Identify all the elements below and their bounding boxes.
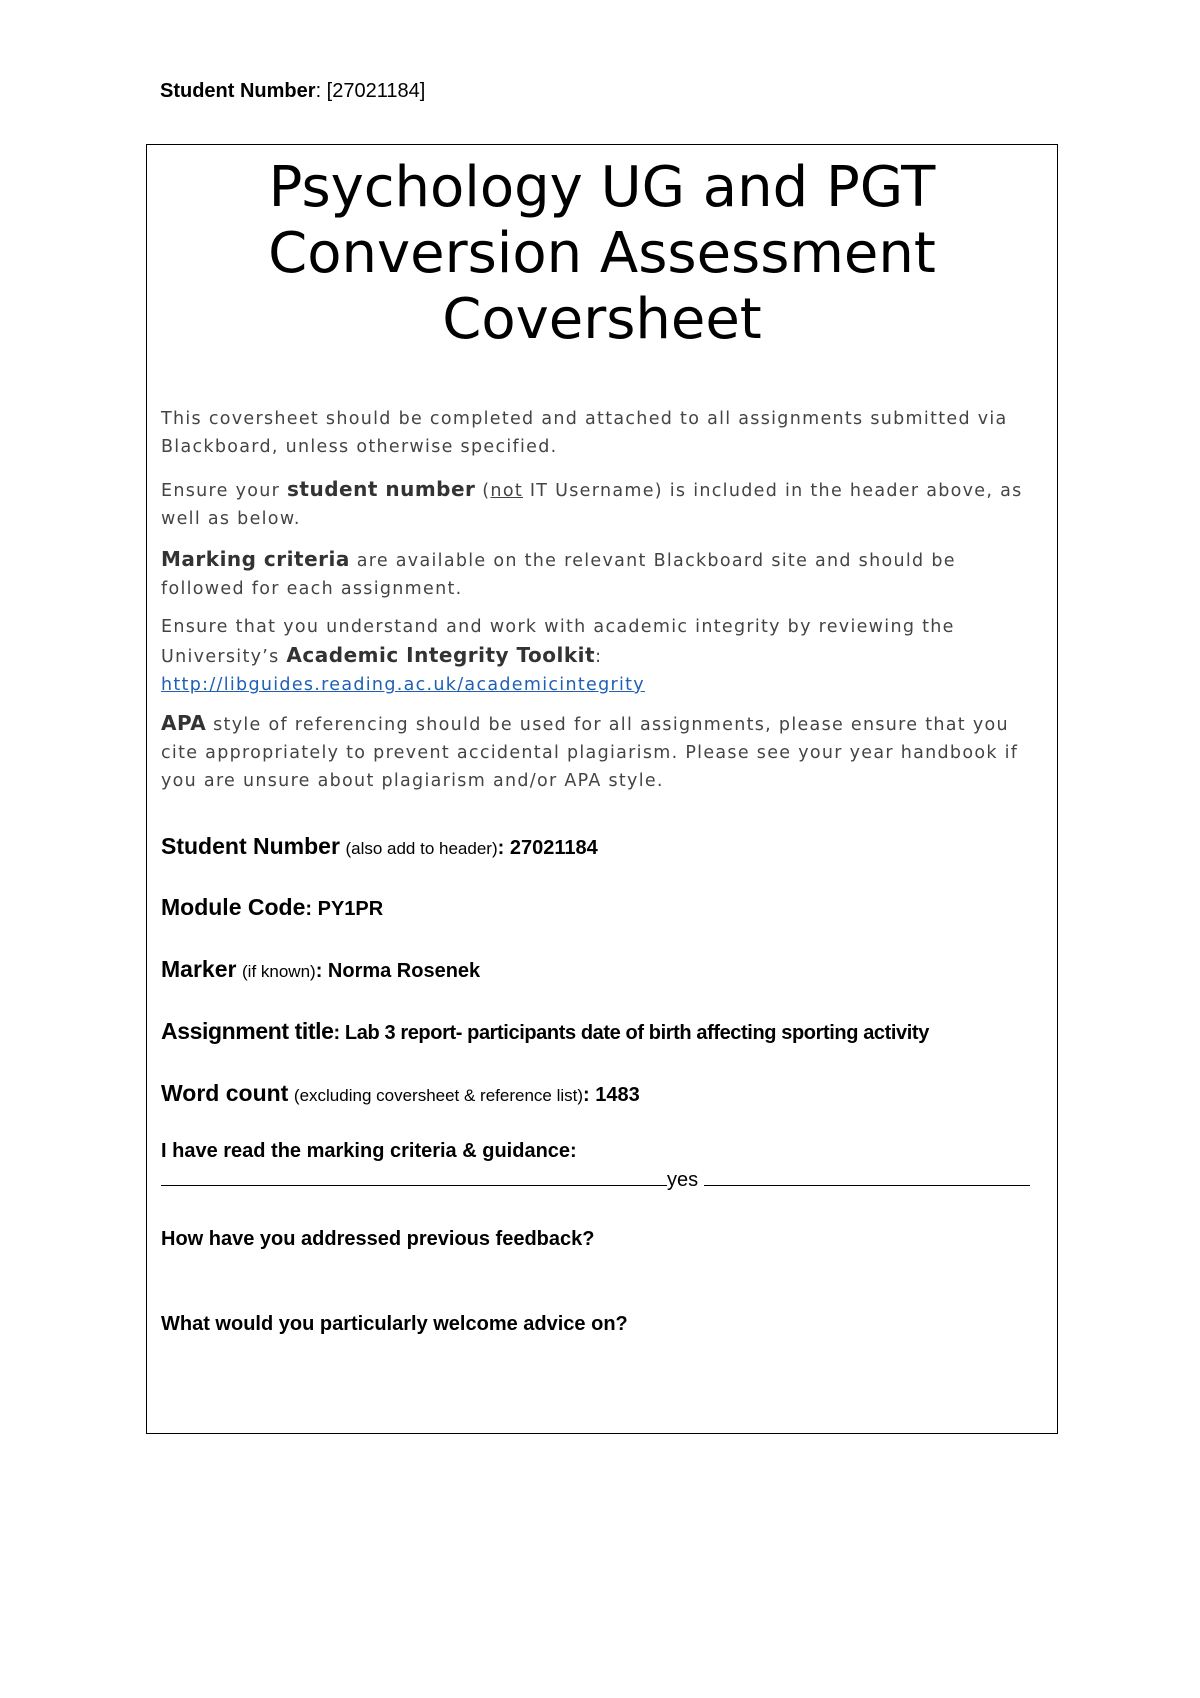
assignment-title-value: : Lab 3 report- participants date of birth affecting sporting activity bbox=[333, 1022, 929, 1044]
answer-line-left[interactable] bbox=[161, 1167, 667, 1186]
coversheet-box bbox=[146, 144, 1058, 1434]
emphasis-toolkit: Academic Integrity Toolkit bbox=[286, 643, 596, 667]
emphasis-apa: APA bbox=[161, 711, 207, 735]
emphasis-not: not bbox=[490, 481, 523, 501]
answer-line-right[interactable] bbox=[704, 1167, 1030, 1186]
field-student-number: Student Number (also add to header): 27021184 bbox=[161, 833, 598, 859]
emphasis-marking-criteria: Marking criteria bbox=[161, 547, 350, 571]
field-word-count: Word count (excluding coversheet & reference list): 1483 bbox=[161, 1080, 640, 1106]
field-feedback-question: How have you addressed previous feedback? bbox=[161, 1228, 595, 1250]
page-title bbox=[147, 155, 1057, 353]
field-advice-question: What would you particularly welcome advice on? bbox=[161, 1313, 628, 1335]
field-assignment-title: Assignment title: Lab 3 report- participants date of birth affecting sporting activity bbox=[161, 1018, 929, 1044]
student-number-value: : 27021184 bbox=[497, 837, 598, 859]
academic-integrity-link[interactable]: http://libguides.reading.ac.uk/academicintegrity bbox=[161, 675, 645, 695]
title-line-1: Psychology UG and PGT bbox=[268, 155, 936, 220]
read-criteria-answer-row bbox=[161, 1167, 1041, 1192]
field-marker: Marker (if known): Norma Rosenek bbox=[161, 956, 481, 982]
title-line-2: Conversion Assessment bbox=[268, 221, 936, 286]
header-label: Student Number bbox=[160, 80, 316, 102]
word-count-value: : 1483 bbox=[583, 1084, 640, 1106]
instruction-marking-criteria: Marking criteria are available on the relevant Blackboard site and should be followed for each assignment. bbox=[161, 547, 956, 599]
header-value: : [27021184] bbox=[315, 80, 426, 102]
instruction-student-number: Ensure your student number (not IT Username) is included in the header above, as well as below. bbox=[161, 477, 1023, 529]
module-code-value: : PY1PR bbox=[305, 898, 384, 920]
marker-value: : Norma Rosenek bbox=[315, 960, 481, 982]
field-read-criteria: I have read the marking criteria & guidance: bbox=[161, 1140, 577, 1162]
instruction-apa: APA style of referencing should be used for all assignments, please ensure that you cite appropriately to prevent accidental plagiarism. Please see your year handbook if you are unsure about plagiarism and/or APA style. bbox=[161, 711, 1019, 791]
emphasis-student-number: student number bbox=[287, 477, 476, 501]
instruction-academic-integrity: Ensure that you understand and work with academic integrity by reviewing the University’s Academic Integrity Toolkit: http://libguides.reading.ac.uk/academicintegrity bbox=[161, 617, 955, 695]
header-student-number bbox=[160, 80, 425, 103]
read-criteria-answer: yes bbox=[667, 1169, 699, 1191]
title-line-3: Coversheet bbox=[442, 287, 762, 352]
instruction-submission: This coversheet should be completed and attached to all assignments submitted via Blackboard, unless otherwise specified. bbox=[161, 409, 1008, 457]
field-module-code: Module Code: PY1PR bbox=[161, 894, 384, 920]
